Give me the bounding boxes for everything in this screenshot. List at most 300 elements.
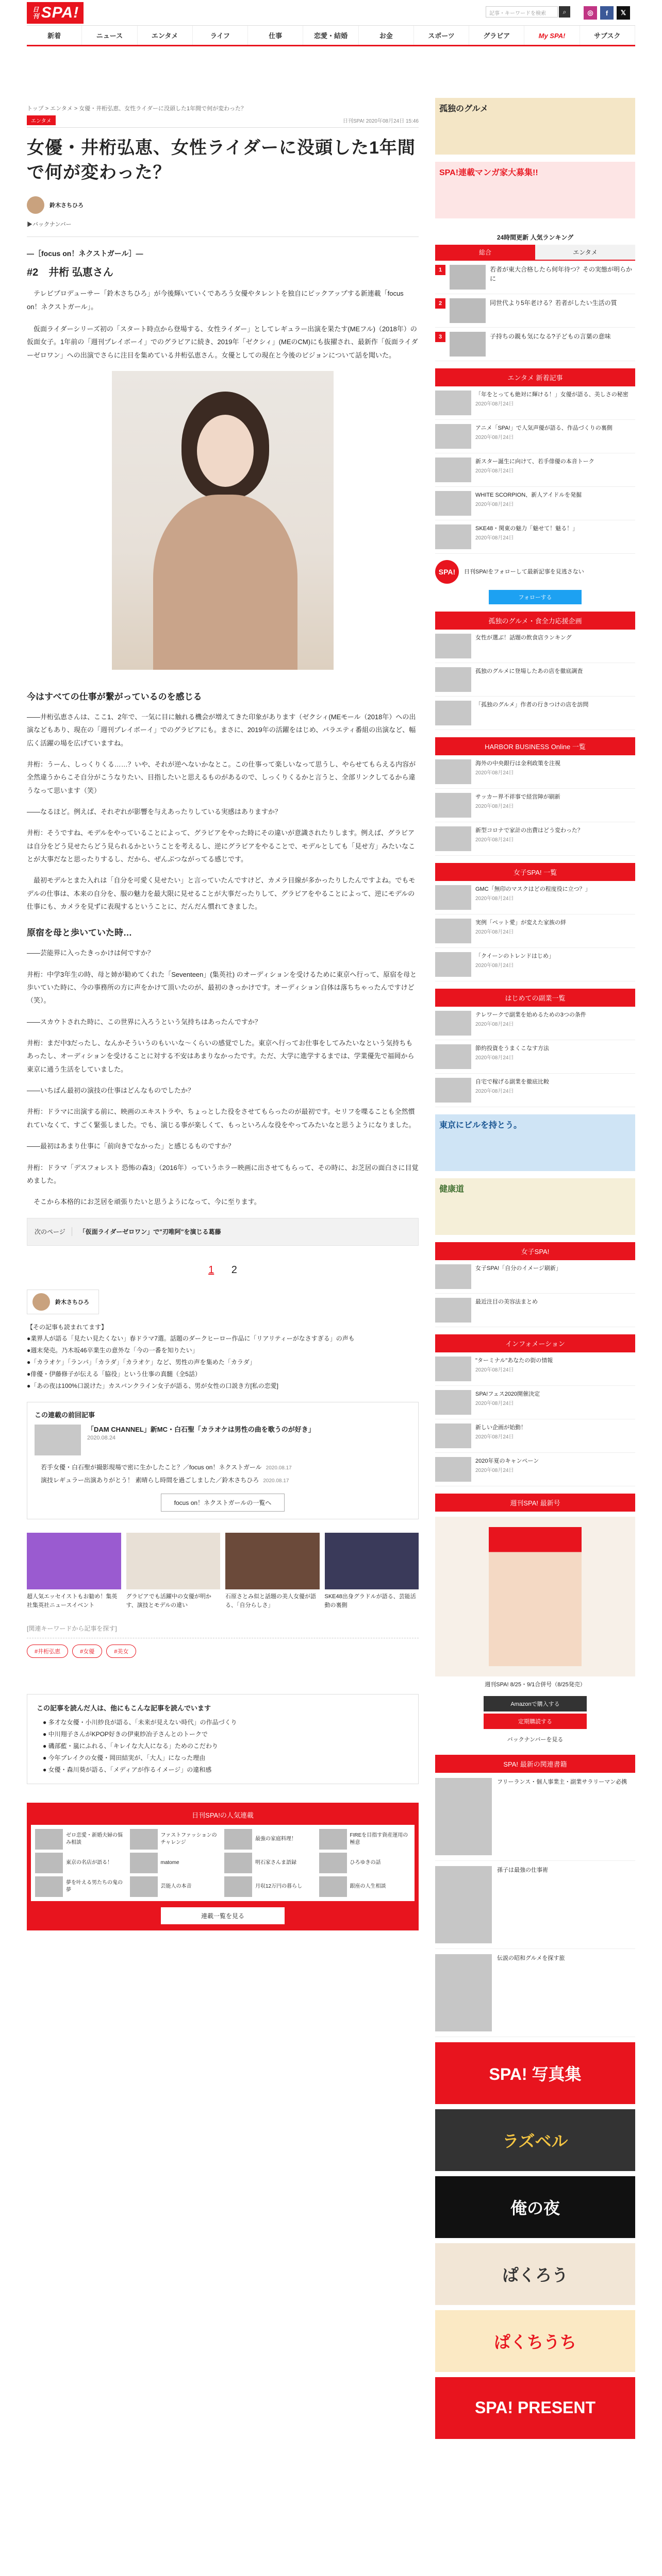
side-list-item[interactable]: [435, 1352, 635, 1386]
section-header: はじめての副業一覧: [435, 989, 635, 1007]
photo-dress: [153, 495, 297, 670]
side-item-title[interactable]: 最近注目の美容法まとめ: [475, 1299, 538, 1305]
side-list-item[interactable]: [435, 487, 635, 520]
side-list-item[interactable]: [435, 1260, 635, 1294]
nav-item[interactable]: My SPA!: [524, 26, 580, 45]
author[interactable]: [27, 196, 419, 214]
section-header: HARBOR BUSINESS Online 一覧: [435, 737, 635, 755]
popular-title[interactable]: 東京の名店が語る！: [66, 1860, 112, 1866]
side-item-date: 2020年08月24日: [475, 929, 514, 935]
side-item-title[interactable]: 自宅で稼げる副業を徹底比較: [475, 1079, 549, 1085]
category-badge[interactable]: エンタメ: [27, 115, 56, 125]
nav-item[interactable]: サブスク: [580, 26, 635, 45]
side-list-item[interactable]: [435, 1453, 635, 1486]
book-title[interactable]: 孫子は最強の仕事術: [497, 1867, 548, 1873]
side-list-item[interactable]: [435, 914, 635, 948]
promo-banner[interactable]: ラズベル: [435, 2109, 635, 2171]
side-list-item[interactable]: [435, 663, 635, 697]
interview-answer: 井桁：ドラマに出演する前に、映画のエキストラや、ちょっとした役をさせてもらったのが最初です。セリフを喋ることも全然慣れていなくて、すごく緊張しました。でも、演じる事が楽しくて、もっといろんな役をやってみたいなと思うようになりました。: [27, 1108, 416, 1129]
side-item-date: 2020年08月24日: [475, 401, 514, 407]
gallery-thumb[interactable]: [325, 1533, 419, 1589]
gallery-title[interactable]: SKE48出身グラドルが語る、芸能活動の裏側: [324, 1594, 416, 1608]
section-header: 女子SPA!: [435, 1242, 635, 1260]
popular-thumb[interactable]: [319, 1829, 347, 1850]
popular-thumb[interactable]: [224, 1876, 252, 1897]
side-thumb[interactable]: [435, 1298, 471, 1323]
side-list-item[interactable]: [435, 1419, 635, 1453]
side-item-title[interactable]: 新型コロナで家計の出費はどう変わった？: [475, 827, 583, 834]
global-nav: [27, 26, 635, 46]
intro-paragraph: テレビプロデューサー「鈴木さちひろ」が今後輝いていくであろう女優やタレントを独自にピックアップする新連載「focus on！ネクストガール」。: [27, 290, 404, 311]
next-page-title[interactable]: 「仮面ライダーゼロワン」で"刃唯阿"を演じる葛藤: [79, 1228, 221, 1236]
side-list-item[interactable]: [435, 1386, 635, 1419]
popular-thumb[interactable]: [130, 1853, 158, 1873]
side-thumb[interactable]: [435, 634, 471, 658]
side-item-title[interactable]: 「孤独のグルメ」作者の行きつけの店を訪問: [475, 702, 589, 708]
series-list-item[interactable]: [35, 1473, 411, 1486]
popular-title[interactable]: 明石家さんま語録: [255, 1860, 296, 1866]
article-main: [27, 98, 419, 1930]
series-box-heading: この連載の前回記事: [35, 1411, 95, 1419]
gallery-thumb[interactable]: [225, 1533, 320, 1589]
book-title[interactable]: フリーランス・個人事業主・副業サラリーマン必携: [497, 1778, 627, 1785]
side-item-date: 2020年08月24日: [475, 1467, 514, 1473]
side-item-date: 2020年08月24日: [475, 1021, 514, 1027]
side-thumb[interactable]: [435, 1457, 471, 1482]
recommend-item[interactable]: ● 女優・森川葵が語る、「メディアが作るイメージ」の違和感: [43, 1766, 212, 1773]
series-list: [35, 1461, 411, 1486]
gallery-thumb[interactable]: [27, 1533, 121, 1589]
hajimete-list: [435, 1007, 635, 1107]
side-item-title[interactable]: 「クイーンのトレンドはじめ」: [475, 953, 554, 959]
tag-link[interactable]: #女優: [72, 1645, 102, 1658]
interview-question: ――スカウトされた時に、この世界に入ろうという気持ちはあったんですか？: [27, 1018, 261, 1026]
side-list-item[interactable]: [435, 789, 635, 822]
side-thumb[interactable]: [435, 1390, 471, 1415]
nav-item[interactable]: 恋愛・結婚: [303, 26, 358, 45]
side-list-item[interactable]: [435, 1040, 635, 1074]
facebook-icon[interactable]: f: [600, 6, 614, 20]
gallery-thumb[interactable]: [126, 1533, 221, 1589]
interview-answer: 井桁：ドラマ「デスフォレスト 恐怖の森3」（2016年）っていうホラー映画に出させてもらって、その時に、お芝居の面白さに目覚めました。: [27, 1163, 419, 1184]
cover-image[interactable]: [489, 1527, 582, 1666]
side-thumb[interactable]: [435, 701, 471, 725]
qa-section-2: [27, 946, 419, 1208]
popular-heading: 日刊SPA!の人気連載: [192, 1811, 254, 1820]
keyword-header: [関連キーワードから記事を探す]: [27, 1619, 419, 1638]
article-photo: [112, 371, 334, 670]
recommend-item[interactable]: ● 中川翔子さんがKPOP好きの伊東紗冶子さんとのトークで: [43, 1731, 208, 1738]
article-date: 日刊SPA! 2020年08月24日 15:46: [342, 118, 419, 124]
section-header: 週刊SPA! 最新号: [435, 1494, 635, 1512]
side-list-item[interactable]: [435, 822, 635, 856]
series-item-date: 2020.08.17: [263, 1478, 289, 1484]
popular-item[interactable]: [130, 1876, 222, 1897]
nav-item[interactable]: スポーツ: [414, 26, 469, 45]
ranking-title[interactable]: 子持ちの親も気になる?子どもの言葉の意味: [490, 333, 611, 340]
popular-title[interactable]: 銀座の人生相談: [350, 1884, 386, 1890]
ranking-title[interactable]: 若者が東大合格したら何年待つ？その実態が明らかに: [490, 266, 633, 282]
nav-item[interactable]: ニュース: [82, 26, 137, 45]
book-item[interactable]: [435, 1773, 635, 1861]
side-item-title[interactable]: 「年をとっても絶対に輝ける！」女優が語る、美しさの秘密: [475, 392, 628, 398]
info-list: [435, 1352, 635, 1486]
recommend-box: [27, 1694, 419, 1784]
popular-thumb[interactable]: [130, 1876, 158, 1897]
side-item-date: 2020年08月24日: [475, 803, 514, 809]
tag-link[interactable]: #井桁弘恵: [27, 1645, 68, 1658]
side-item-title[interactable]: 新しい企画が始動！: [475, 1425, 526, 1431]
gourmet-list: [435, 630, 635, 730]
popular-thumb[interactable]: [224, 1829, 252, 1850]
side-item-title[interactable]: "ターミナル"あなたの街の情報: [475, 1358, 553, 1364]
side-thumb[interactable]: [435, 1423, 471, 1448]
side-item-date: 2020年08月24日: [475, 1088, 514, 1094]
promo-banner[interactable]: SPA! 写真集: [435, 2042, 635, 2104]
series-thumb[interactable]: [35, 1425, 81, 1455]
popular-series: [27, 1803, 419, 1930]
side-thumb[interactable]: [435, 1078, 471, 1103]
ad-banner[interactable]: 孤独のグルメ: [435, 98, 635, 155]
ad-banner[interactable]: 東京にビルを持とう。: [435, 1114, 635, 1171]
side-thumb[interactable]: [435, 524, 471, 549]
popular-title[interactable]: 最強の家庭料理！: [255, 1836, 296, 1842]
side-thumb[interactable]: [435, 885, 471, 910]
popular-title[interactable]: 夢を叶える男たちの鬼の夢: [66, 1880, 123, 1893]
popular-item[interactable]: [35, 1829, 127, 1850]
ranking-thumb[interactable]: [450, 298, 486, 323]
intro-paragraph: 仮面ライダーシリーズ初の「スタート時点から登場する、女性ライダー」としてレギュラー出演を果たす(MEフル)（2018年）の仮面女子。1年前の「週刊プレイボーイ」でのグラビアに続き、2019年「ゼクシィ」(MEのCM)にも抜擢され、最新作「仮面ライダーゼロワン」への出演でさらに注目を集めている井桁弘恵さん。女優としての現在と今後のビジョンについて話を聞いた。: [27, 325, 418, 359]
interview-question: そこから本格的にお芝居を頑張りたいと思うようになって、今に至ります。: [27, 1198, 261, 1206]
side-thumb[interactable]: [435, 1264, 471, 1289]
series-list-item[interactable]: [35, 1461, 411, 1473]
side-list-item[interactable]: [435, 1007, 635, 1040]
nav-item[interactable]: ライフ: [193, 26, 248, 45]
rank-number: 3: [435, 332, 445, 342]
popular-title[interactable]: ファストファッションのチャレンジ: [160, 1833, 217, 1846]
series-box: [27, 1402, 419, 1519]
interview-answer: 井桁：うーん、しっくりくる……？いや、それが逆へないかなとこ。この仕事って楽しいなって思うし、やらせてもらえる内容が全然違うからこそ自分がこうなりたい、目指したいと思えるものがあるので、しっくりくるかと言うと、全部リンクしてるから違うなって思います（笑）: [27, 760, 416, 794]
next-page-bar[interactable]: [27, 1218, 419, 1246]
rank-number: 1: [435, 265, 445, 275]
book-cover[interactable]: [435, 1778, 492, 1855]
popular-thumb[interactable]: [224, 1853, 252, 1873]
bio-link[interactable]: ●「あの夜は100%口説けた」カスバンクライン女子が語る、男が女性の口説き方[私の恋愛]: [27, 1382, 279, 1389]
ranking-thumb[interactable]: [450, 265, 486, 290]
interview-question: 最初モデルとまた入れは「自分を可愛く見せたい」と言っていたんですけど、カメラ目線が多かったりしたんですよね。でもモデルの仕事は、本来の自分を、服の魅力を最大限に見せることが大事だったりして、グラビアをやることによって、逆にモデルの仕事にも、カメラを見ずに表現するということに、だんだん慣れてきました。: [27, 876, 416, 911]
section-header: 女子SPA! 一覧: [435, 863, 635, 881]
side-thumb[interactable]: [435, 952, 471, 977]
side-list-item[interactable]: [435, 755, 635, 789]
series-head: ―［focus on！ネクストガール］―: [27, 249, 143, 258]
gallery-card[interactable]: [225, 1533, 320, 1609]
side-item-date: 2020年08月24日: [475, 434, 514, 440]
side-item-date: 2020年08月24日: [475, 1055, 514, 1061]
ranking-title[interactable]: 同世代より5年老ける？若者がしたい生活の質: [490, 299, 617, 307]
section-heading: 原宿を母と歩いていた時…: [27, 928, 132, 938]
popular-item[interactable]: [319, 1876, 411, 1897]
bio-link[interactable]: ●業界人が語る「見たい見たくない」春ドラマ7選。話題のダークヒーロー作品に「リアリティーがなさすぎる」の声も: [27, 1335, 355, 1343]
subscribe-button[interactable]: 定期購読する: [484, 1714, 587, 1729]
side-item-date: 2020年08月24日: [475, 468, 514, 474]
gallery-card[interactable]: [27, 1533, 121, 1609]
side-item-date: 2020年08月24日: [475, 1434, 514, 1440]
side-list-item[interactable]: [435, 1294, 635, 1327]
side-thumb[interactable]: [435, 491, 471, 516]
side-item-title[interactable]: 孤独のグルメに登場したあの店を徹底調査: [475, 668, 583, 674]
author-card[interactable]: [27, 1290, 99, 1314]
nav-item[interactable]: お金: [359, 26, 414, 45]
interview-question: ――井桁弘恵さんは、ここ1、2年で、一気に目に触れる機会が増えてきた印象があります（ゼクシィ(MEモール（2018年）への出演などもあり、現在の「週刊プレイボーイ」でのグラビアにも。まさに、2019年の活躍をはじめ、バラエティ番組の出演など、幅広く活躍の場を広げていますね。: [27, 713, 416, 747]
book-item[interactable]: [435, 1949, 635, 2037]
books-list: [435, 1773, 635, 2037]
side-item-title[interactable]: 女子SPA!「自分のイメージ刷新」: [475, 1265, 561, 1272]
interview-answer: 井桁：そうですね、モデルをやっていることによって、グラビアをやった時にその違いが意識されたりします。例えば、グラビアは自分をどう見せたらどう見られるかということを考えるし、逆にグラビアをやることで、モデルとしても「見せ方」みたいなことが大事だなと思ったりするし、だから、ぜんぶつながってる感じです。: [27, 829, 416, 863]
side-item-title[interactable]: アニメ「SPA!」で人気声優が語る、作品づくりの裏側: [475, 425, 613, 431]
side-list-item[interactable]: [435, 697, 635, 730]
side-thumb[interactable]: [435, 1044, 471, 1069]
popular-item[interactable]: [35, 1876, 127, 1897]
book-item[interactable]: [435, 1861, 635, 1949]
side-thumb[interactable]: [435, 1357, 471, 1381]
popular-more-button[interactable]: 連載一覧を見る: [161, 1907, 285, 1924]
side-item-title[interactable]: 実例「ペット愛」が変えた家族の絆: [475, 920, 566, 926]
backnumber-link[interactable]: ▶バックナンバー: [27, 220, 419, 237]
popular-title[interactable]: ゼロ恋愛・新婚夫婦の悩み相談: [66, 1833, 123, 1846]
promo-banner[interactable]: 俺の夜: [435, 2176, 635, 2238]
side-list-item[interactable]: [435, 520, 635, 554]
ranking-tabs: [435, 245, 635, 261]
popular-thumb[interactable]: [35, 1876, 63, 1897]
new-articles: [435, 386, 635, 554]
next-page-label: 次のページ: [35, 1227, 72, 1236]
popular-item[interactable]: [319, 1829, 411, 1850]
gallery-title[interactable]: 石原さとみ似と話題の美人女優が語る、「自分らしさ」: [225, 1594, 316, 1608]
side-thumb[interactable]: [435, 826, 471, 851]
popular-title[interactable]: 芸能人の本音: [160, 1884, 192, 1890]
side-thumb[interactable]: [435, 919, 471, 943]
popular-item[interactable]: [319, 1853, 411, 1873]
social-links: [584, 6, 630, 20]
photo-face: [197, 415, 254, 487]
popular-item[interactable]: [224, 1876, 316, 1897]
popular-title[interactable]: ひろゆきの話: [350, 1860, 381, 1866]
site-header: [27, 0, 635, 46]
gallery-card[interactable]: [325, 1533, 419, 1609]
banner-list: [435, 2042, 635, 2439]
series-item-date: 2020.08.17: [266, 1465, 292, 1471]
section-header: インフォメーション: [435, 1334, 635, 1352]
popular-title[interactable]: matome: [160, 1860, 179, 1866]
bio-link[interactable]: ●週末発売。乃木坂46卒業生の意外な「今の一番を知りたい」: [27, 1347, 198, 1354]
ranking-item[interactable]: [435, 328, 635, 361]
series-card[interactable]: [35, 1425, 411, 1455]
series-more-button[interactable]: focus on！ネクストガールの一覧へ: [161, 1494, 285, 1512]
popular-item[interactable]: [224, 1829, 316, 1850]
popular-thumb[interactable]: [319, 1853, 347, 1873]
popular-thumb[interactable]: [35, 1853, 63, 1873]
ad-banner[interactable]: SPA!連載マンガ家大募集!!: [435, 162, 635, 218]
section-header: SPA! 最新の関連書籍: [435, 1755, 635, 1773]
recommend-heading: この記事を読んだ人は、他にもこんな記事を読んでいます: [37, 1704, 211, 1713]
instagram-icon[interactable]: ◎: [584, 6, 597, 20]
nav-item[interactable]: 仕事: [248, 26, 303, 45]
side-item-title[interactable]: 海外の中央銀行は金利政策を注視: [475, 760, 560, 767]
side-item-title[interactable]: WHITE SCORPION、新人アイドルを発掘: [475, 492, 582, 498]
qa-section-1: [27, 710, 419, 913]
side-list-item[interactable]: [435, 386, 635, 420]
author-name[interactable]: 鈴木さちひろ: [49, 202, 84, 209]
interview-answer: 井桁：まだ中3だったし、なんかそういうのもいいな〜くらいの感覚でした。東京へ行ってお仕事をしてみたいなという気持ちもあったし、オーディションを受けることに対する不安はあまりなかったです。ただ、大学に進学するまでは、学業優先で福岡から東京に通う生活をしていました。: [27, 1039, 415, 1073]
ranking-item[interactable]: [435, 261, 635, 294]
backnumber-more[interactable]: バックナンバーを見る: [507, 1736, 564, 1743]
nav-item[interactable]: グラビア: [469, 26, 524, 45]
side-thumb[interactable]: [435, 759, 471, 784]
popular-item[interactable]: [224, 1853, 316, 1873]
amazon-button[interactable]: Amazonで購入する: [484, 1696, 587, 1711]
content-wrap: [27, 46, 635, 2576]
side-item-title[interactable]: 節約投資をうまくこなす方法: [475, 1045, 549, 1052]
bio-link[interactable]: ●俳優・伊藤修子が伝える「脇役」という仕事の真髄（全5話）: [27, 1370, 201, 1378]
side-item-date: 2020年08月24日: [475, 1400, 514, 1406]
avatar: [32, 1293, 50, 1311]
side-item-title[interactable]: 新スター誕生に向けて、若手俳優の本音トーク: [475, 459, 594, 465]
book-title[interactable]: 伝説の昭和グルメを探す旅: [497, 1955, 565, 1961]
side-thumb[interactable]: [435, 667, 471, 692]
side-list-item[interactable]: [435, 1074, 635, 1107]
page-1[interactable]: 1: [208, 1264, 214, 1276]
section-header: エンタメ 新着記事: [435, 368, 635, 386]
side-item-title[interactable]: 女性が選ぶ！話題の飲食店ランキング: [475, 635, 572, 641]
search-input[interactable]: 記事・キーワードを検索: [486, 6, 558, 18]
interview-question: ――最初はあまり仕事に「前向きでなかった」と感じるものですか？: [27, 1142, 235, 1150]
recommend-list: [37, 1717, 409, 1775]
side-item-title[interactable]: サッカー界不祥事で経営陣が刷新: [475, 794, 560, 800]
side-thumb[interactable]: [435, 1011, 471, 1036]
section-heading: 今はすべての仕事が繋がっているのを感じる: [27, 691, 202, 702]
side-item-title[interactable]: SPA!フェス2020開催決定: [475, 1391, 540, 1397]
side-list-item[interactable]: [435, 630, 635, 663]
ad-banner[interactable]: 健康道: [435, 1178, 635, 1235]
ranking-heading: 24時間更新 人気ランキング: [496, 234, 574, 241]
side-item-title[interactable]: テレワークで副業を始めるための3つの条件: [475, 1012, 586, 1018]
bio-link[interactable]: ●「カラオケ」「ランパ」「カラダ」「カラオケ」など、男性の声を集めた「カラダ」: [27, 1358, 256, 1366]
side-thumb[interactable]: [435, 424, 471, 449]
side-item-title[interactable]: GMC「無印のマスクはどの程度役に立つ？」: [475, 886, 591, 892]
page-2[interactable]: 2: [231, 1264, 237, 1276]
popular-grid: [31, 1825, 415, 1901]
interview-answer: 井桁：中学3年生の時、母と姉が勧めてくれた「Seventeen」(集英社) のオーディションを受けるために東京へ行って、原宿を母と歩いていた時に、今の事務所の方に声をかけて頂いたのが、最初のきっかけです。オーディション自体は落ちちゃったんですけど（笑）。: [27, 970, 417, 1005]
harbor-list: [435, 755, 635, 856]
promo-banner[interactable]: ぱくろう: [435, 2243, 635, 2305]
recommend-item[interactable]: ● 磯部藍・嵐にふれる、「キレイな大人になる」ためのこだわり: [43, 1742, 218, 1750]
interview-question: ――なるほど。例えば、それぞれが影響を与えあったりしている実感はありますか？: [27, 807, 282, 816]
site-logo[interactable]: 日刊 SPA!: [27, 2, 84, 24]
popular-item[interactable]: [35, 1853, 127, 1873]
promo-banner[interactable]: ぱくちうち: [435, 2310, 635, 2372]
related-gallery: [27, 1533, 419, 1609]
side-item-date: 2020年08月24日: [475, 501, 514, 507]
ranking-item[interactable]: [435, 294, 635, 328]
author-name[interactable]: 鈴木さちひろ: [55, 1299, 89, 1306]
gallery-title[interactable]: グラビアでも活躍中の女優が明かす、演技とモデルの違い: [126, 1594, 211, 1608]
popular-title[interactable]: 月収12万円の暮らし: [255, 1884, 303, 1890]
book-cover[interactable]: [435, 1954, 492, 2031]
side-item-title[interactable]: 2020年夏のキャンペーン: [475, 1458, 539, 1464]
popular-thumb[interactable]: [319, 1876, 347, 1897]
joshi-list: [435, 881, 635, 981]
tag-list: [27, 1645, 419, 1658]
side-item-date: 2020年08月24日: [475, 837, 514, 843]
search-icon[interactable]: ⌕: [559, 6, 570, 18]
side-thumb[interactable]: [435, 457, 471, 482]
ranking-thumb[interactable]: [450, 332, 486, 357]
side-item-title[interactable]: SKE48・関東の魅力「魅せて！魅る！」: [475, 526, 578, 532]
popular-thumb[interactable]: [35, 1829, 63, 1850]
follow-button[interactable]: フォローする: [489, 590, 582, 604]
nav-item[interactable]: エンタメ: [138, 26, 193, 45]
spa-logo-icon: SPA!: [435, 560, 459, 584]
gallery-title[interactable]: 超人気エッセイストもお勧め！集英社集英社ニュースイベント: [27, 1594, 118, 1608]
recommend-item[interactable]: ● 今年ブレイクの女優・岡田結実が、「大人」になった理由: [43, 1754, 206, 1761]
author-bio: [27, 1321, 419, 1392]
breadcrumb[interactable]: トップ > エンタメ > 女優・井桁弘恵、女性ライダーに没頭した1年間で何が変わった？: [27, 106, 246, 112]
series-card-date: 2020.08.24: [87, 1434, 116, 1441]
side-list-item[interactable]: [435, 881, 635, 914]
series-item-title[interactable]: 若手女優・白石聖が撮影現場で密に生かしたこと？／focus on！ネクストガール: [41, 1464, 262, 1471]
magazine-info: 週刊SPA! 8/25・9/1合併号（8/25発売）: [485, 1682, 586, 1688]
popular-title[interactable]: FIREを目指す資産運用の極意: [350, 1833, 408, 1846]
series-card-title[interactable]: 「DAM CHANNEL」新MC・白石聖「カラオケは男性の曲を歌うのが好き」: [87, 1426, 315, 1434]
popular-item[interactable]: [130, 1853, 222, 1873]
side-list-item[interactable]: [435, 453, 635, 487]
nav-item[interactable]: 新着: [27, 26, 82, 45]
side-thumb[interactable]: [435, 391, 471, 415]
interview-question: ――芸能界に入ったきっかけは何ですか？: [27, 949, 155, 957]
series-item-title[interactable]: 演技レギュラー出演ありがとう！ 素晴らし時間を過ごしました／鈴木さちひろ: [41, 1477, 259, 1484]
popular-item[interactable]: [130, 1829, 222, 1850]
section-header: 孤独のグルメ・食全力応援企画: [435, 612, 635, 630]
side-list-item[interactable]: [435, 948, 635, 981]
follow-box: [435, 554, 635, 590]
popular-thumb[interactable]: [130, 1829, 158, 1850]
book-cover[interactable]: [435, 1866, 492, 1943]
recommend-item[interactable]: ● 多才な女優・小川紗良が語る、「未来が見えない時代」の作品づくり: [43, 1719, 237, 1726]
series-number: #2 井桁 弘恵さん: [27, 267, 113, 279]
tag-link[interactable]: #美女: [106, 1645, 136, 1658]
side-thumb[interactable]: [435, 793, 471, 818]
topbar: [27, 0, 635, 26]
side-item-date: 2020年08月24日: [475, 770, 514, 776]
follow-text: 日刊SPA!をフォローして最新記事を見逃さない: [464, 568, 584, 575]
ranking-list: [435, 261, 635, 361]
bio-heading: 【その記事も読まれてます】: [27, 1323, 108, 1331]
x-icon[interactable]: 𝕏: [617, 6, 630, 20]
joshispa-list: [435, 1260, 635, 1327]
article-title: 女優・井桁弘恵、女性ライダーに没頭した1年間で何が変わった？: [27, 138, 416, 182]
interview-question: ――いちばん最初の演技の仕事はどんなものでしたか？: [27, 1087, 195, 1095]
avatar: [27, 196, 44, 214]
promo-banner[interactable]: SPA! PRESENT: [435, 2377, 635, 2439]
tab-overall[interactable]: 総合: [435, 245, 535, 260]
gallery-card[interactable]: [126, 1533, 221, 1609]
side-list-item[interactable]: [435, 420, 635, 453]
magazine-cover[interactable]: [435, 1517, 635, 1676]
pagination: [27, 1264, 419, 1276]
sidebar: [435, 98, 635, 2439]
tab-entertainment[interactable]: エンタメ: [535, 245, 635, 260]
rank-number: 2: [435, 298, 445, 309]
